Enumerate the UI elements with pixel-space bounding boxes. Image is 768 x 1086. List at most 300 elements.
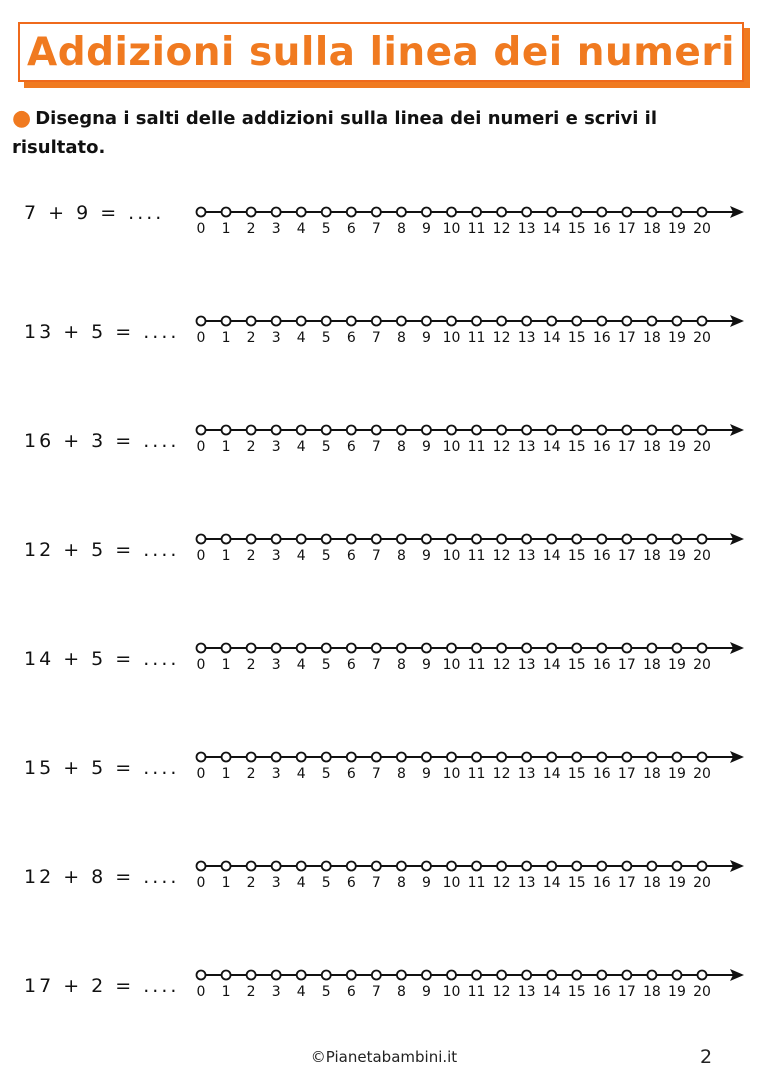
number-line-label: 14 [542, 984, 561, 1000]
footer-credit: ©Pianetabambini.it [310, 1048, 458, 1066]
number-line-point [197, 862, 206, 871]
number-line-label: 18 [642, 984, 661, 1000]
number-line-label: 17 [617, 984, 636, 1000]
number-line-point [197, 426, 206, 435]
number-line-label: 18 [642, 221, 661, 237]
number-line-label: 9 [421, 657, 431, 673]
number-line-point [372, 535, 381, 544]
number-line-label: 16 [592, 221, 611, 237]
number-line-label: 4 [296, 984, 306, 1000]
number-line-point [272, 644, 281, 653]
number-line-label: 7 [371, 330, 381, 346]
number-line-point [522, 535, 531, 544]
number-line-point [672, 208, 681, 217]
number-line-point [322, 862, 331, 871]
number-line-label: 11 [467, 657, 486, 673]
number-line-point [422, 317, 431, 326]
number-line [0, 196, 768, 256]
number-line-point [347, 862, 356, 871]
number-line-point [297, 862, 306, 871]
number-line-point [222, 971, 231, 980]
number-line-label: 20 [693, 330, 711, 346]
number-line-label: 15 [567, 766, 586, 782]
number-line-label: 19 [668, 984, 686, 1000]
number-line-label: 6 [346, 548, 356, 564]
number-line-label: 16 [592, 439, 611, 455]
number-line-point [347, 753, 356, 762]
number-line-point [272, 317, 281, 326]
equation: 12 + 8 = .... [24, 866, 180, 888]
number-line-label: 12 [492, 439, 511, 455]
number-line-label: 14 [542, 875, 561, 891]
number-line-label: 12 [492, 875, 511, 891]
exercise-row [0, 414, 768, 474]
number-line-label: 4 [296, 875, 306, 891]
number-line-label: 3 [271, 330, 281, 346]
number-line-point [347, 426, 356, 435]
number-line-point [698, 535, 707, 544]
number-line-label: 12 [492, 766, 511, 782]
number-line-label: 15 [567, 439, 586, 455]
number-line-label: 12 [492, 657, 511, 673]
number-line-label: 18 [642, 766, 661, 782]
equation: 7 + 9 = .... [24, 202, 165, 224]
number-line-label: 7 [371, 875, 381, 891]
number-line-label: 8 [396, 221, 406, 237]
number-line-label: 13 [517, 766, 536, 782]
number-line-point [472, 753, 481, 762]
number-line-point [572, 753, 581, 762]
number-line-point [597, 971, 606, 980]
number-line-label: 12 [492, 984, 511, 1000]
number-line-point [197, 208, 206, 217]
number-line-label: 19 [668, 439, 686, 455]
number-line-label: 8 [396, 439, 406, 455]
number-line-point [447, 317, 456, 326]
number-line-label: 11 [467, 221, 486, 237]
number-line-point [397, 208, 406, 217]
exercise-row [0, 959, 768, 1019]
number-line-label: 18 [642, 875, 661, 891]
number-line-label: 7 [371, 766, 381, 782]
number-line-label: 7 [371, 657, 381, 673]
exercise-row [0, 305, 768, 365]
number-line-point [547, 426, 556, 435]
equation: 14 + 5 = .... [24, 648, 180, 670]
number-line-label: 2 [246, 766, 256, 782]
number-line-point [698, 753, 707, 762]
page-number: 2 [700, 1046, 713, 1068]
number-line-point [698, 862, 707, 871]
number-line-point [397, 317, 406, 326]
number-line-label: 7 [371, 439, 381, 455]
number-line-label: 13 [517, 330, 536, 346]
number-line-label: 14 [542, 439, 561, 455]
number-line-label: 11 [467, 439, 486, 455]
number-line-point [522, 971, 531, 980]
number-line-point [672, 535, 681, 544]
number-line-label: 11 [467, 766, 486, 782]
number-line-point [372, 753, 381, 762]
number-line-label: 4 [296, 330, 306, 346]
number-line-label: 0 [196, 221, 206, 237]
number-line-label: 5 [321, 657, 331, 673]
number-line-point [472, 644, 481, 653]
number-line-label: 16 [592, 330, 611, 346]
number-line-point [547, 317, 556, 326]
number-line-label: 0 [196, 548, 206, 564]
number-line-point [297, 535, 306, 544]
number-line-point [272, 753, 281, 762]
number-line-point [347, 317, 356, 326]
number-line-point [447, 753, 456, 762]
number-line-label: 19 [668, 221, 686, 237]
number-line-point [597, 426, 606, 435]
number-line-label: 9 [421, 330, 431, 346]
number-line-point [672, 971, 681, 980]
number-line-point [597, 317, 606, 326]
number-line-point [647, 426, 656, 435]
equation: 13 + 5 = .... [24, 321, 180, 343]
number-line-point [472, 862, 481, 871]
number-line-point [272, 971, 281, 980]
number-line-point [497, 971, 506, 980]
instruction-text: Disegna i salti delle addizioni sulla linea dei numeri e scrivi il risultato. [12, 108, 658, 158]
number-line-label: 16 [592, 657, 611, 673]
number-line-label: 13 [517, 548, 536, 564]
number-line-label: 5 [321, 330, 331, 346]
number-line-label: 17 [617, 439, 636, 455]
number-line-label: 0 [196, 984, 206, 1000]
number-line-point [472, 426, 481, 435]
number-line-label: 20 [693, 221, 711, 237]
number-line-point [372, 426, 381, 435]
number-line-point [572, 426, 581, 435]
number-line-label: 18 [642, 548, 661, 564]
number-line-point [622, 535, 631, 544]
number-line-point [422, 862, 431, 871]
number-line-point [647, 753, 656, 762]
number-line-point [322, 317, 331, 326]
number-line-point [297, 208, 306, 217]
number-line-label: 1 [221, 221, 231, 237]
number-line-point [447, 426, 456, 435]
number-line-point [597, 862, 606, 871]
number-line-point [572, 862, 581, 871]
number-line-point [447, 644, 456, 653]
number-line-point [497, 644, 506, 653]
number-line-label: 10 [442, 657, 461, 673]
number-line-label: 14 [542, 330, 561, 346]
number-line-point [397, 971, 406, 980]
number-line-label: 6 [346, 875, 356, 891]
number-line-label: 5 [321, 439, 331, 455]
number-line-label: 13 [517, 221, 536, 237]
number-line-label: 5 [321, 548, 331, 564]
number-line-point [622, 971, 631, 980]
number-line-label: 16 [592, 875, 611, 891]
number-line-point [422, 971, 431, 980]
number-line-point [572, 317, 581, 326]
number-line-point [698, 426, 707, 435]
number-line-point [447, 971, 456, 980]
number-line-label: 18 [642, 330, 661, 346]
number-line-point [272, 535, 281, 544]
number-line-point [572, 208, 581, 217]
number-line-label: 2 [246, 657, 256, 673]
number-line-point [222, 753, 231, 762]
number-line-label: 20 [693, 766, 711, 782]
number-line-point [472, 317, 481, 326]
number-line-label: 19 [668, 548, 686, 564]
exercise-row [0, 196, 768, 256]
number-line-label: 0 [196, 875, 206, 891]
number-line-label: 8 [396, 657, 406, 673]
number-line-point [397, 426, 406, 435]
number-line-point [347, 644, 356, 653]
number-line-label: 20 [693, 875, 711, 891]
number-line-point [322, 971, 331, 980]
number-line-label: 17 [617, 330, 636, 346]
number-line [0, 850, 768, 910]
equation: 17 + 2 = .... [24, 975, 180, 997]
number-line-label: 11 [467, 548, 486, 564]
number-line-label: 8 [396, 984, 406, 1000]
number-line-point [522, 862, 531, 871]
number-line-point [222, 426, 231, 435]
number-line-point [272, 426, 281, 435]
number-line-point [247, 535, 256, 544]
number-line-label: 19 [668, 657, 686, 673]
number-line-point [347, 208, 356, 217]
number-line [0, 741, 768, 801]
number-line-point [497, 317, 506, 326]
number-line-label: 9 [421, 875, 431, 891]
number-line-label: 2 [246, 330, 256, 346]
number-line-point [297, 426, 306, 435]
equation: 12 + 5 = .... [24, 539, 180, 561]
number-line-label: 10 [442, 766, 461, 782]
equation: 16 + 3 = .... [24, 430, 180, 452]
number-line [0, 959, 768, 1019]
number-line-point [222, 862, 231, 871]
number-line-label: 0 [196, 330, 206, 346]
number-line-point [698, 208, 707, 217]
number-line-label: 15 [567, 221, 586, 237]
number-line-point [647, 971, 656, 980]
number-line-point [297, 971, 306, 980]
number-line-point [422, 753, 431, 762]
number-line-label: 4 [296, 221, 306, 237]
exercise-row [0, 523, 768, 583]
bullet-icon: ● [12, 106, 32, 131]
number-line-label: 3 [271, 439, 281, 455]
number-line-label: 15 [567, 657, 586, 673]
number-line-label: 2 [246, 439, 256, 455]
number-line-point [247, 426, 256, 435]
number-line-point [522, 208, 531, 217]
number-line-label: 4 [296, 766, 306, 782]
number-line-point [447, 208, 456, 217]
number-line-point [372, 971, 381, 980]
number-line-label: 10 [442, 984, 461, 1000]
number-line-point [197, 535, 206, 544]
number-line-point [497, 862, 506, 871]
number-line [0, 632, 768, 692]
number-line-point [222, 208, 231, 217]
number-line-label: 20 [693, 439, 711, 455]
number-line-point [522, 317, 531, 326]
number-line-label: 3 [271, 221, 281, 237]
number-line-point [522, 426, 531, 435]
number-line-label: 5 [321, 766, 331, 782]
number-line-point [672, 753, 681, 762]
number-line-label: 20 [693, 548, 711, 564]
number-line-point [547, 753, 556, 762]
number-line-label: 13 [517, 875, 536, 891]
number-line-label: 18 [642, 657, 661, 673]
number-line-label: 10 [442, 221, 461, 237]
number-line-point [547, 535, 556, 544]
number-line-label: 10 [442, 330, 461, 346]
number-line-point [297, 753, 306, 762]
number-line-label: 16 [592, 766, 611, 782]
number-line-point [597, 644, 606, 653]
number-line-label: 9 [421, 984, 431, 1000]
number-line-label: 6 [346, 657, 356, 673]
number-line [0, 523, 768, 583]
number-line-label: 5 [321, 875, 331, 891]
number-line-point [572, 971, 581, 980]
number-line-label: 4 [296, 657, 306, 673]
number-line-point [222, 317, 231, 326]
number-line-label: 12 [492, 548, 511, 564]
number-line-point [647, 317, 656, 326]
number-line-point [622, 208, 631, 217]
number-line-point [422, 535, 431, 544]
number-line-label: 14 [542, 657, 561, 673]
number-line-point [422, 208, 431, 217]
number-line-label: 0 [196, 766, 206, 782]
number-line-label: 7 [371, 548, 381, 564]
number-line-point [422, 644, 431, 653]
number-line-point [372, 644, 381, 653]
number-line-label: 17 [617, 548, 636, 564]
number-line-point [672, 862, 681, 871]
number-line-point [672, 426, 681, 435]
number-line-label: 12 [492, 330, 511, 346]
number-line-label: 3 [271, 657, 281, 673]
number-line-label: 17 [617, 875, 636, 891]
number-line-point [647, 535, 656, 544]
number-line-label: 13 [517, 439, 536, 455]
number-line-point [297, 644, 306, 653]
number-line-point [272, 862, 281, 871]
number-line-point [497, 535, 506, 544]
number-line-label: 20 [693, 657, 711, 673]
number-line-point [197, 753, 206, 762]
number-line-label: 1 [221, 875, 231, 891]
number-line-point [322, 426, 331, 435]
number-line-label: 19 [668, 766, 686, 782]
number-line-point [497, 208, 506, 217]
number-line-point [297, 317, 306, 326]
number-line-label: 4 [296, 439, 306, 455]
exercise-row [0, 850, 768, 910]
number-line-point [547, 644, 556, 653]
number-line-label: 11 [467, 984, 486, 1000]
number-line-point [647, 644, 656, 653]
number-line-point [622, 426, 631, 435]
number-line-label: 1 [221, 766, 231, 782]
number-line-point [247, 208, 256, 217]
number-line-point [522, 644, 531, 653]
number-line-label: 13 [517, 657, 536, 673]
number-line-label: 6 [346, 221, 356, 237]
number-line-label: 9 [421, 439, 431, 455]
number-line-label: 6 [346, 330, 356, 346]
number-line-label: 16 [592, 984, 611, 1000]
exercise-row [0, 741, 768, 801]
number-line-label: 8 [396, 766, 406, 782]
number-line-point [572, 644, 581, 653]
number-line [0, 305, 768, 365]
number-line-label: 10 [442, 548, 461, 564]
number-line-label: 10 [442, 439, 461, 455]
number-line-point [347, 971, 356, 980]
number-line-point [472, 535, 481, 544]
equation: 15 + 5 = .... [24, 757, 180, 779]
number-line-label: 1 [221, 330, 231, 346]
number-line-label: 1 [221, 984, 231, 1000]
number-line-label: 1 [221, 439, 231, 455]
number-line-point [698, 971, 707, 980]
number-line [0, 414, 768, 474]
number-line-label: 1 [221, 548, 231, 564]
number-line-label: 20 [693, 984, 711, 1000]
number-line-label: 14 [542, 221, 561, 237]
number-line-point [372, 208, 381, 217]
number-line-label: 1 [221, 657, 231, 673]
number-line-label: 3 [271, 984, 281, 1000]
number-line-point [247, 644, 256, 653]
number-line-label: 0 [196, 439, 206, 455]
number-line-point [247, 317, 256, 326]
number-line-point [372, 862, 381, 871]
number-line-point [622, 753, 631, 762]
number-line-point [597, 535, 606, 544]
number-line-point [472, 208, 481, 217]
number-line-point [372, 317, 381, 326]
page-title: Addizioni sulla linea dei numeri [27, 29, 735, 75]
number-line-label: 6 [346, 984, 356, 1000]
number-line-label: 2 [246, 221, 256, 237]
number-line-label: 10 [442, 875, 461, 891]
number-line-point [347, 535, 356, 544]
number-line-label: 12 [492, 221, 511, 237]
number-line-point [622, 317, 631, 326]
number-line-point [547, 208, 556, 217]
number-line-label: 14 [542, 548, 561, 564]
number-line-point [222, 535, 231, 544]
number-line-label: 15 [567, 984, 586, 1000]
exercise-row [0, 632, 768, 692]
number-line-point [597, 208, 606, 217]
number-line-label: 3 [271, 766, 281, 782]
number-line-label: 2 [246, 875, 256, 891]
number-line-point [622, 644, 631, 653]
number-line-point [222, 644, 231, 653]
